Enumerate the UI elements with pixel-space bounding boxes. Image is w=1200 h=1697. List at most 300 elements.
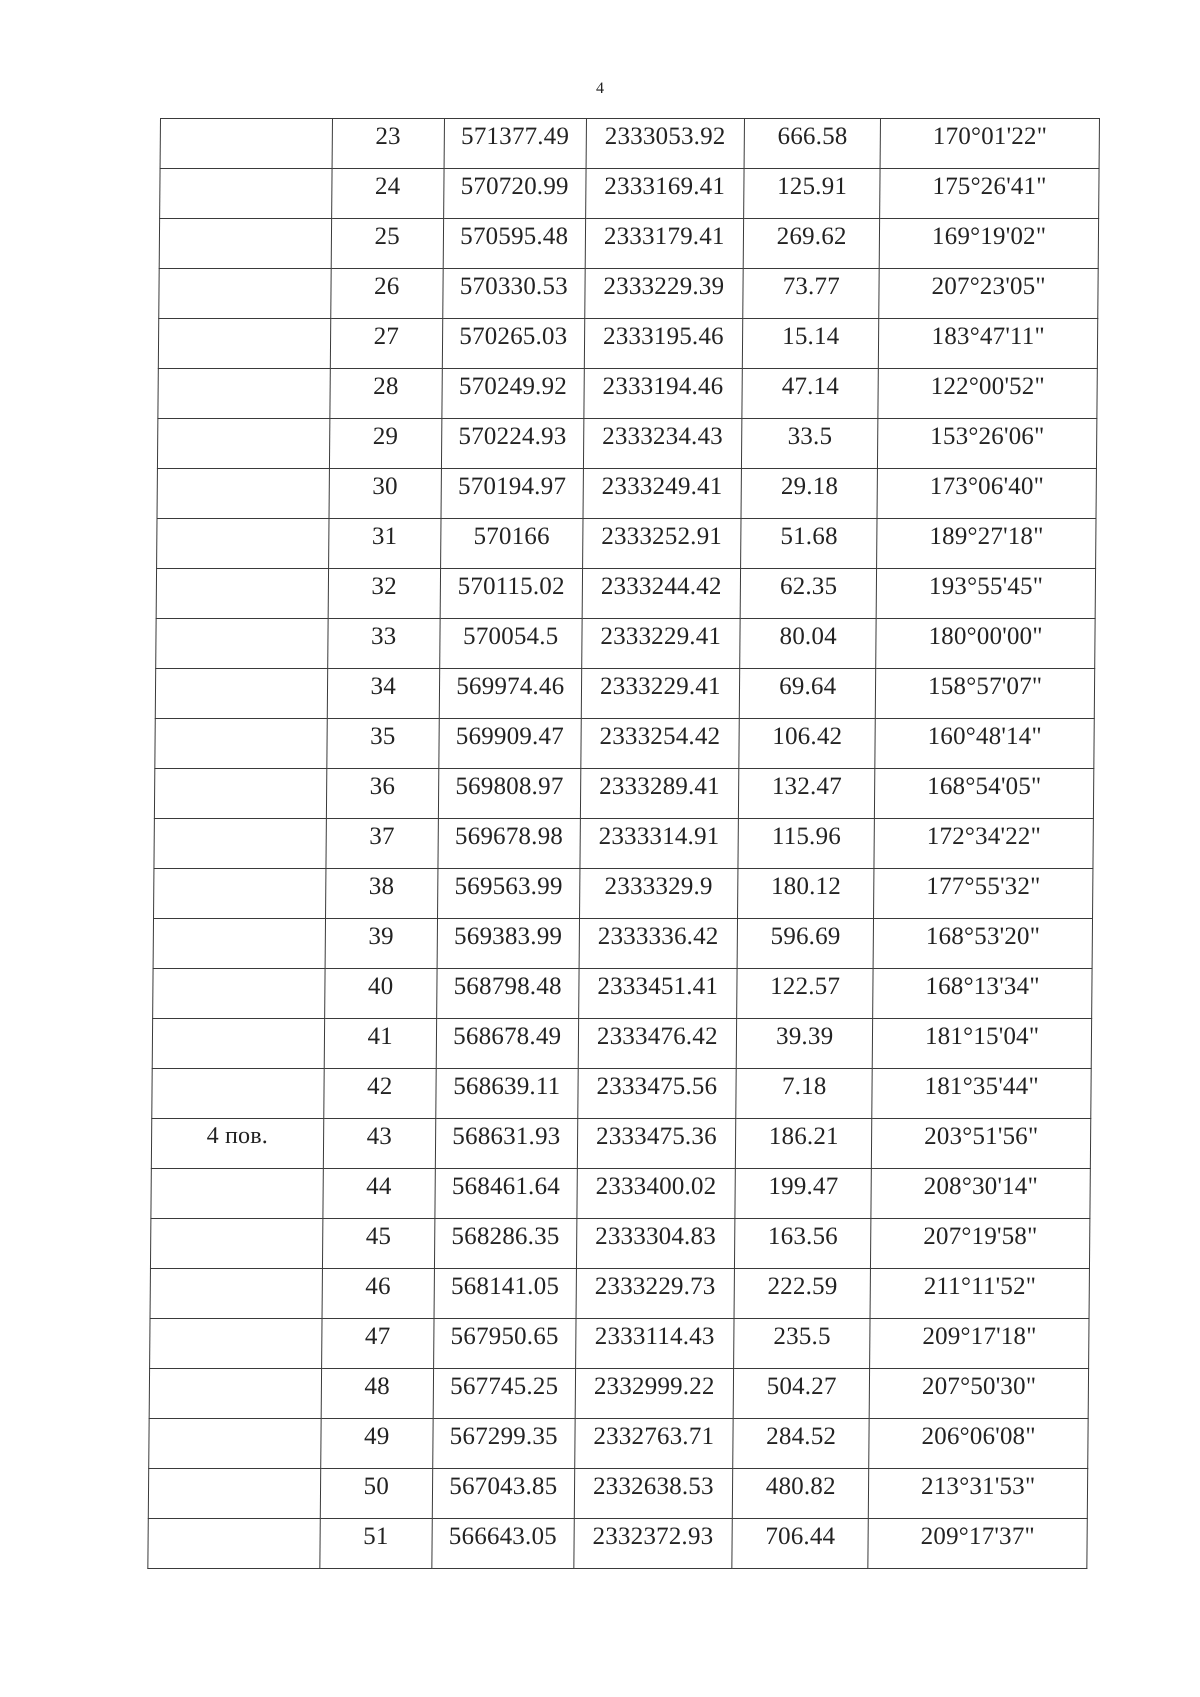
length-cell (734, 1319, 871, 1369)
angle-cell-text: 180°00'00" (928, 623, 1043, 650)
angle-cell (869, 1469, 1088, 1519)
length-cell-text: 180.12 (770, 873, 842, 900)
x-coordinate-cell (435, 1219, 577, 1269)
angle-cell-text: 177°55'32" (926, 873, 1041, 900)
point-number-cell (328, 569, 441, 619)
point-number-cell (327, 669, 440, 719)
angle-cell (870, 1269, 1089, 1319)
section-cell-text (153, 1019, 324, 1023)
table-row (153, 919, 1092, 969)
length-cell (733, 1369, 870, 1419)
y-coordinate-cell-text: 2333400.02 (595, 1173, 717, 1200)
point-number-cell (324, 1019, 437, 1069)
table-row (149, 1419, 1088, 1469)
point-number-cell (329, 369, 442, 419)
table-row (159, 269, 1098, 319)
length-cell (742, 369, 879, 419)
x-coordinate-cell-text: 570720.99 (460, 173, 569, 200)
x-coordinate-cell (442, 369, 584, 419)
point-number-cell-text: 47 (364, 1323, 391, 1350)
section-cell-text (154, 969, 325, 973)
length-cell-text: 39.39 (775, 1023, 834, 1050)
point-number-cell-text: 46 (365, 1273, 391, 1300)
point-number-cell (320, 1469, 433, 1519)
x-coordinate-cell (436, 1019, 578, 1069)
section-cell (152, 1069, 324, 1119)
section-cell (154, 769, 326, 819)
y-coordinate-cell-text: 2333229.41 (599, 673, 721, 700)
length-cell-text: 15.14 (782, 323, 840, 350)
point-number-cell-text: 29 (372, 423, 399, 450)
section-cell-text (157, 619, 328, 623)
length-cell (744, 169, 881, 219)
y-coordinate-cell (580, 769, 739, 819)
angle-cell (876, 669, 1095, 719)
section-cell-text (150, 1419, 321, 1423)
point-number-cell (320, 1419, 433, 1469)
angle-cell-text: 189°27'18" (929, 523, 1044, 550)
point-number-cell-text: 44 (366, 1173, 392, 1200)
x-coordinate-cell-text: 567745.25 (450, 1373, 559, 1400)
section-cell-text (158, 419, 329, 423)
angle-cell (879, 269, 1098, 319)
section-cell (153, 969, 325, 1019)
table-row (148, 1519, 1087, 1569)
table-row (151, 1169, 1090, 1219)
angle-cell (871, 1169, 1090, 1219)
angle-cell-text: 175°26'41" (932, 173, 1047, 200)
section-cell (148, 1469, 320, 1519)
section-cell-text (149, 1519, 320, 1523)
section-cell (160, 169, 332, 219)
y-coordinate-cell-text: 2333314.91 (598, 823, 720, 850)
table-row (157, 519, 1096, 569)
x-coordinate-cell-text: 568639.11 (453, 1073, 561, 1100)
point-number-cell (324, 969, 437, 1019)
angle-cell (868, 1519, 1087, 1569)
point-number-cell (330, 269, 443, 319)
section-cell (154, 869, 326, 919)
length-cell (739, 769, 876, 819)
point-number-cell-text: 37 (369, 823, 395, 850)
point-number-cell (327, 619, 440, 669)
section-cell (149, 1369, 321, 1419)
angle-cell-text: 209°17'18" (922, 1323, 1037, 1350)
x-coordinate-cell-text: 570595.48 (460, 223, 569, 250)
section-cell-text (157, 569, 328, 573)
section-cell (155, 719, 327, 769)
y-coordinate-cell-text: 2333244.42 (600, 573, 722, 600)
y-coordinate-cell (575, 1319, 734, 1369)
angle-cell-text: 207°23'05" (931, 273, 1046, 300)
x-coordinate-cell (437, 969, 579, 1019)
point-number-cell (322, 1269, 435, 1319)
length-cell (744, 119, 881, 169)
x-coordinate-cell-text: 570194.97 (457, 473, 567, 500)
section-cell-text (152, 1169, 323, 1173)
length-cell-text: 222.59 (767, 1273, 838, 1300)
y-coordinate-cell-text: 2333252.91 (601, 523, 723, 550)
length-cell-text: 199.47 (768, 1173, 839, 1200)
length-cell (739, 719, 876, 769)
y-coordinate-cell (580, 719, 739, 769)
y-coordinate-cell (578, 969, 737, 1019)
angle-cell (873, 1019, 1092, 1069)
y-coordinate-cell-text: 2333234.43 (602, 423, 724, 450)
x-coordinate-cell (444, 169, 586, 219)
section-cell-text (159, 319, 330, 323)
angle-cell-text: 181°15'04" (924, 1023, 1040, 1050)
angle-cell (873, 969, 1092, 1019)
angle-cell (876, 619, 1095, 669)
y-coordinate-cell (579, 919, 738, 969)
point-number-cell-text: 48 (364, 1373, 391, 1400)
section-cell-text (160, 269, 331, 273)
x-coordinate-cell-text: 568798.48 (453, 973, 562, 1000)
x-coordinate-cell (434, 1269, 576, 1319)
point-number-cell-text: 28 (373, 373, 399, 400)
y-coordinate-cell-text: 2333179.41 (603, 223, 725, 250)
section-cell (157, 419, 329, 469)
point-number-cell (322, 1169, 435, 1219)
section-cell (160, 119, 332, 169)
y-coordinate-cell (581, 669, 740, 719)
section-cell-text (151, 1219, 322, 1223)
section-cell (159, 269, 331, 319)
length-cell (740, 569, 877, 619)
x-coordinate-cell (437, 919, 579, 969)
angle-cell (869, 1369, 1088, 1419)
y-coordinate-cell (577, 1119, 736, 1169)
section-cell (150, 1219, 322, 1269)
length-cell (735, 1169, 872, 1219)
length-cell (742, 319, 879, 369)
angle-cell (878, 369, 1097, 419)
point-number-cell (331, 219, 444, 269)
table-row (155, 669, 1094, 719)
section-cell (156, 569, 328, 619)
y-coordinate-cell (582, 519, 741, 569)
length-cell (732, 1519, 869, 1569)
y-coordinate-cell (575, 1369, 734, 1419)
length-cell (737, 919, 874, 969)
x-coordinate-cell (441, 469, 583, 519)
y-coordinate-cell (579, 869, 738, 919)
length-cell (732, 1469, 869, 1519)
length-cell-text: 504.27 (766, 1373, 837, 1400)
table-row (154, 769, 1093, 819)
section-cell-text (150, 1369, 321, 1373)
point-number-cell-text: 35 (370, 723, 396, 750)
y-coordinate-cell (574, 1419, 733, 1469)
point-number-cell-text: 50 (363, 1473, 390, 1500)
length-cell-text: 51.68 (780, 523, 838, 550)
length-cell-text: 186.21 (768, 1123, 839, 1150)
length-cell-text: 284.52 (766, 1423, 837, 1450)
y-coordinate-cell-text: 2333475.56 (596, 1073, 718, 1100)
length-cell (741, 469, 878, 519)
angle-cell (877, 519, 1096, 569)
x-coordinate-cell-text: 570054.5 (462, 623, 559, 650)
angle-cell-text: 169°19'02" (931, 223, 1047, 250)
point-number-cell (319, 1519, 432, 1569)
section-cell-text (153, 1069, 324, 1073)
section-cell-text (157, 519, 328, 523)
y-coordinate-cell-text: 2333195.46 (602, 323, 724, 350)
section-cell-text (160, 219, 331, 223)
table-row (157, 419, 1096, 469)
x-coordinate-cell-text: 569678.98 (454, 823, 564, 850)
section-cell (149, 1419, 321, 1469)
y-coordinate-cell-text: 2333451.41 (597, 973, 719, 1000)
x-coordinate-cell-text: 570249.92 (458, 373, 568, 400)
section-cell-text (158, 469, 329, 473)
table-row (159, 219, 1098, 269)
y-coordinate-cell-text: 2333229.39 (603, 273, 725, 300)
section-cell (158, 319, 330, 369)
x-coordinate-cell (436, 1069, 578, 1119)
y-coordinate-cell (576, 1269, 735, 1319)
angle-cell (877, 469, 1096, 519)
point-number-cell (329, 469, 442, 519)
y-coordinate-cell-text: 2333114.43 (594, 1323, 715, 1350)
angle-cell-text: 158°57'07" (927, 673, 1043, 700)
table-row (158, 319, 1097, 369)
y-coordinate-cell (576, 1169, 735, 1219)
coordinates-table (147, 118, 1100, 1569)
section-cell (157, 469, 329, 519)
length-cell (736, 1069, 873, 1119)
y-coordinate-cell (585, 169, 744, 219)
section-cell-text (159, 369, 330, 373)
section-cell-text (161, 169, 332, 173)
section-cell (157, 519, 329, 569)
point-number-cell-text: 30 (372, 473, 398, 500)
length-cell (742, 419, 879, 469)
angle-cell-text: 181°35'44" (924, 1073, 1039, 1100)
length-cell-text: 122.57 (770, 973, 841, 1000)
section-cell (150, 1319, 322, 1369)
angle-cell (872, 1069, 1091, 1119)
table-row (148, 1469, 1087, 1519)
x-coordinate-cell (438, 819, 580, 869)
table-row (151, 1119, 1090, 1169)
x-coordinate-cell (442, 319, 584, 369)
x-coordinate-cell-text: 569563.99 (454, 873, 563, 900)
x-coordinate-cell (440, 619, 582, 669)
length-cell (738, 869, 875, 919)
point-number-cell-text: 36 (369, 773, 396, 800)
angle-cell-text: 168°13'34" (925, 973, 1040, 1000)
y-coordinate-cell (583, 469, 742, 519)
point-number-cell (326, 769, 439, 819)
angle-cell (880, 119, 1099, 169)
y-coordinate-cell (576, 1219, 735, 1269)
point-number-cell-text: 41 (367, 1023, 394, 1050)
point-number-cell-text: 25 (374, 223, 401, 250)
y-coordinate-cell-text: 2332372.93 (592, 1523, 714, 1550)
table-row (155, 719, 1094, 769)
angle-cell (875, 769, 1094, 819)
section-cell (151, 1169, 323, 1219)
length-cell (736, 1019, 873, 1069)
angle-cell (875, 719, 1094, 769)
y-coordinate-cell-text: 2332999.22 (593, 1373, 715, 1400)
point-number-cell-text: 51 (363, 1523, 389, 1550)
length-cell (738, 819, 875, 869)
length-cell (743, 269, 880, 319)
point-number-cell (323, 1069, 436, 1119)
section-cell-text (161, 119, 332, 123)
length-cell (740, 619, 877, 669)
section-cell (159, 219, 331, 269)
length-cell-text: 69.64 (779, 673, 837, 700)
x-coordinate-cell (432, 1519, 574, 1569)
y-coordinate-cell (583, 419, 742, 469)
point-number-cell-text: 31 (371, 523, 398, 550)
x-coordinate-cell (441, 419, 583, 469)
length-cell-text: 106.42 (772, 723, 843, 750)
point-number-cell (331, 169, 444, 219)
length-cell-text: 706.44 (765, 1523, 836, 1550)
point-number-cell-text: 33 (370, 623, 397, 650)
x-coordinate-cell (438, 769, 580, 819)
point-number-cell-text: 42 (366, 1073, 393, 1100)
point-number-cell-text: 49 (363, 1423, 390, 1450)
section-cell-text (155, 819, 326, 823)
x-coordinate-cell-text: 567299.35 (449, 1423, 558, 1450)
x-coordinate-cell-text: 568286.35 (451, 1223, 560, 1250)
y-coordinate-cell (581, 619, 740, 669)
angle-cell-text: 203°51'56" (924, 1123, 1039, 1150)
table-row (152, 1069, 1091, 1119)
x-coordinate-cell-text: 569808.97 (455, 773, 564, 800)
table-row (158, 369, 1097, 419)
angle-cell (870, 1319, 1089, 1369)
length-cell (743, 219, 880, 269)
point-number-cell (328, 519, 441, 569)
section-cell (153, 919, 325, 969)
x-coordinate-cell (432, 1469, 574, 1519)
section-cell-text (151, 1269, 322, 1273)
angle-cell-text: 193°55'45" (928, 573, 1044, 600)
point-number-cell-text: 45 (365, 1223, 392, 1250)
point-number-cell (329, 419, 442, 469)
table-row (150, 1219, 1089, 1269)
section-cell (148, 1519, 320, 1569)
x-coordinate-cell (438, 869, 580, 919)
section-cell-text: 4 пов. (206, 1123, 269, 1149)
point-number-cell-text: 38 (368, 873, 395, 900)
y-coordinate-cell-text: 2333229.41 (600, 623, 722, 650)
length-cell (737, 969, 874, 1019)
y-coordinate-cell (586, 119, 745, 169)
point-number-cell (322, 1219, 435, 1269)
x-coordinate-cell-text: 570330.53 (459, 273, 568, 300)
y-coordinate-cell (573, 1519, 732, 1569)
y-coordinate-cell-text: 2333336.42 (597, 923, 719, 950)
length-cell-text: 132.47 (771, 773, 842, 800)
x-coordinate-cell-text: 568678.49 (453, 1023, 562, 1050)
point-number-cell (330, 319, 443, 369)
point-number-cell-text: 23 (375, 123, 401, 150)
point-number-cell-text: 43 (366, 1123, 393, 1150)
section-cell (154, 819, 326, 869)
length-cell-text: 62.35 (779, 573, 838, 600)
table-row (150, 1319, 1089, 1369)
x-coordinate-cell-text: 568631.93 (452, 1123, 561, 1150)
y-coordinate-cell-text: 2332638.53 (592, 1473, 714, 1500)
length-cell-text: 269.62 (776, 223, 847, 250)
angle-cell-text: 172°34'22" (926, 823, 1042, 850)
x-coordinate-cell (435, 1119, 577, 1169)
angle-cell-text: 206°06'08" (921, 1423, 1036, 1450)
y-coordinate-cell-text: 2333476.42 (596, 1023, 718, 1050)
x-coordinate-cell (439, 669, 581, 719)
x-coordinate-cell-text: 570115.02 (457, 573, 565, 600)
angle-cell-text: 170°01'22" (932, 123, 1048, 150)
y-coordinate-cell (574, 1469, 733, 1519)
table-row (150, 1269, 1089, 1319)
angle-cell (879, 319, 1098, 369)
length-cell-text: 80.04 (779, 623, 837, 650)
length-cell (735, 1219, 872, 1269)
x-coordinate-cell-text: 570166 (473, 523, 550, 550)
angle-cell-text: 183°47'11" (931, 323, 1045, 350)
angle-cell (876, 569, 1095, 619)
angle-cell-text: 168°54'05" (927, 773, 1042, 800)
y-coordinate-cell-text: 2333053.92 (604, 123, 726, 150)
length-cell (736, 1119, 873, 1169)
y-coordinate-cell (577, 1069, 736, 1119)
table-row (156, 619, 1095, 669)
section-cell-text (154, 919, 325, 923)
length-cell-text: 29.18 (780, 473, 839, 500)
x-coordinate-cell-text: 571377.49 (460, 123, 570, 150)
point-number-cell (325, 869, 438, 919)
x-coordinate-cell-text: 568141.05 (450, 1273, 560, 1300)
point-number-cell (332, 119, 445, 169)
y-coordinate-cell-text: 2333254.42 (599, 723, 721, 750)
section-cell (150, 1269, 322, 1319)
angle-cell (874, 819, 1093, 869)
point-number-cell (321, 1369, 434, 1419)
angle-cell (869, 1419, 1088, 1469)
length-cell-text: 7.18 (781, 1073, 827, 1100)
point-number-cell-text: 34 (370, 673, 397, 700)
x-coordinate-cell-text: 569383.99 (453, 923, 563, 950)
section-cell (152, 1019, 324, 1069)
x-coordinate-cell (443, 219, 585, 269)
length-cell-text: 163.56 (767, 1223, 839, 1250)
x-coordinate-cell (444, 119, 586, 169)
angle-cell-text: 207°19'58" (923, 1223, 1038, 1250)
point-number-cell (325, 919, 438, 969)
x-coordinate-cell (439, 719, 581, 769)
table-body (148, 119, 1100, 1569)
length-cell-text: 33.5 (787, 423, 833, 450)
point-number-cell-text: 24 (374, 173, 401, 200)
point-number-cell (326, 719, 439, 769)
angle-cell-text: 122°00'52" (930, 373, 1046, 400)
section-cell (151, 1119, 323, 1169)
x-coordinate-cell (435, 1169, 577, 1219)
length-cell-text: 480.82 (765, 1473, 836, 1500)
angle-cell-text: 153°26'06" (930, 423, 1045, 450)
y-coordinate-cell-text: 2333329.9 (604, 873, 713, 900)
x-coordinate-cell-text: 570265.03 (459, 323, 568, 350)
y-coordinate-cell (579, 819, 738, 869)
